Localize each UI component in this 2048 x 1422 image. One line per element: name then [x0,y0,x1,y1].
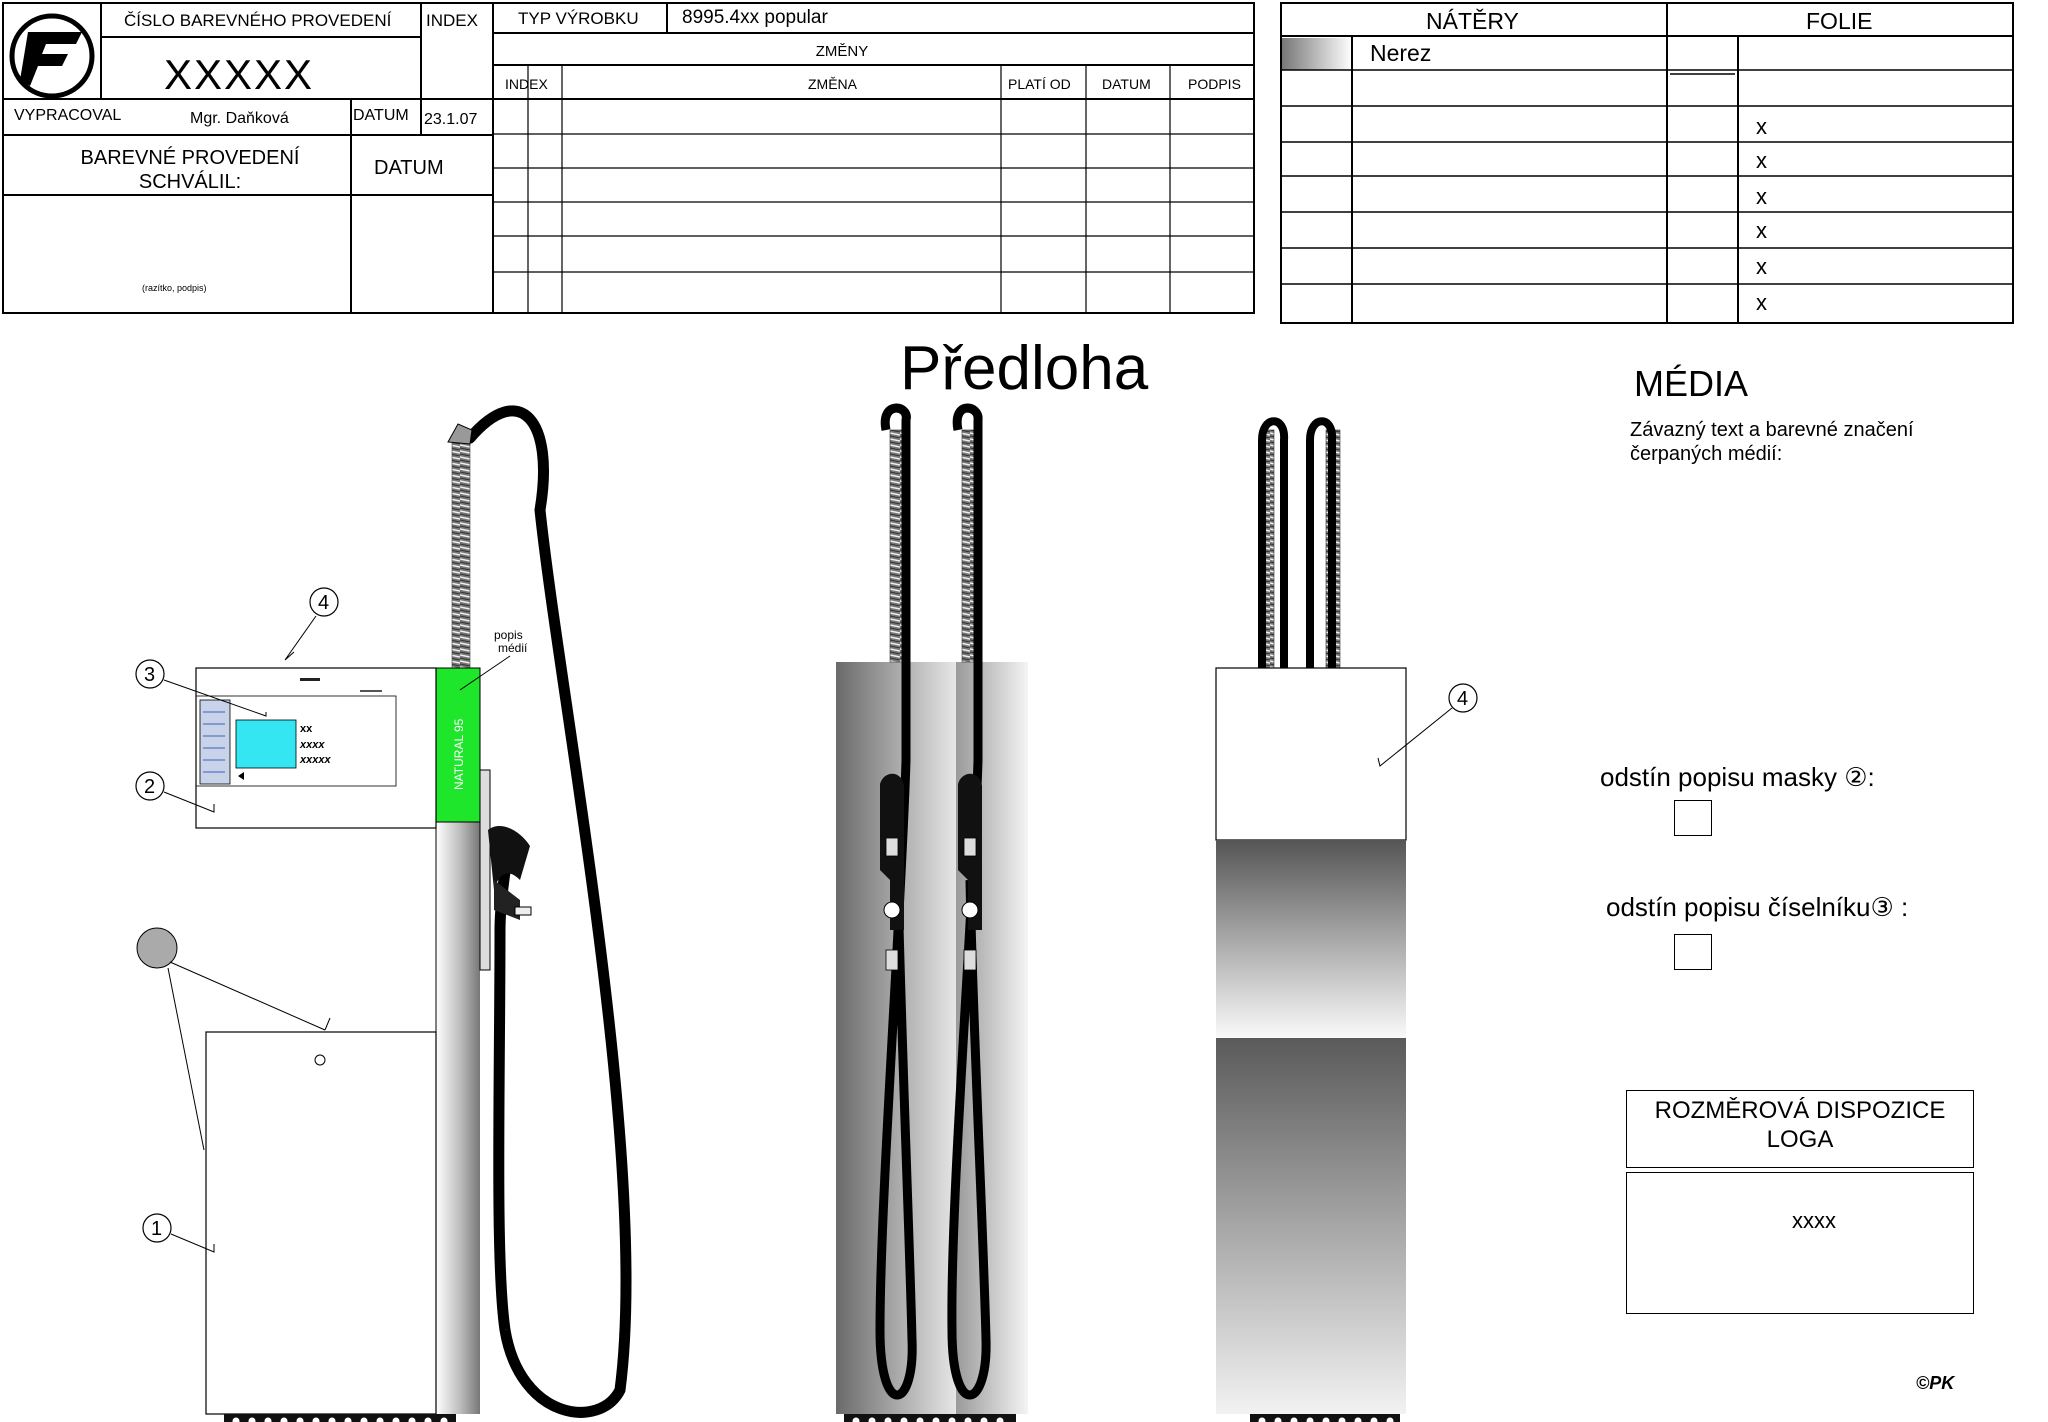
foil-row-6: x [1756,218,1767,243]
approved-label: BAREVNÉ PROVEDENÍ SCHVÁLIL: [80,147,300,193]
date-value: 23.1.07 [424,111,478,128]
date-label: DATUM [353,107,409,124]
mask-shade-label: odstín popisu masky ②: [1600,762,1875,792]
coatings-header: NÁTĚRY [1426,8,1519,34]
stamp-hint: (razítko, podpis) [142,283,207,293]
callout-1: 1 [151,1218,163,1240]
col-valid-from: PLATÍ OD [1008,76,1071,92]
foil-row-4: x [1756,148,1767,173]
color-number-label: ČÍSLO BAREVNÉHO PROVEDENÍ [124,11,392,30]
display-row-2: xxxx [300,739,325,751]
page-heading: Předloha [900,334,1149,403]
foil-row-3: x [1756,114,1767,139]
display-row-1: xx [300,723,313,735]
col-date: DATUM [1102,76,1151,92]
changes-grid [492,64,1255,314]
approved-date-label: DATUM [374,157,444,179]
logo-title: ROZMĚROVÁ DISPOZICE LOGA [1654,1097,1946,1153]
callout-3: 3 [144,664,156,686]
changes-title: ZMĚNY [815,43,869,60]
media-label-line2: médií [498,641,528,655]
media-label-line1: popis [494,628,523,642]
logo-value: xxxx [1792,1208,1836,1233]
dispenser-drawings [0,330,1560,1422]
index-label: INDEX [426,11,478,30]
foil-header: FOLIE [1806,8,1873,34]
coating-row-1: Nerez [1370,40,1432,66]
nozzle-media-text: NATURAL 95 [452,718,466,790]
product-type-value: 8995.4xx popular [682,7,828,28]
prepared-by-value: Mgr. Daňková [190,110,289,127]
copyright-mark: ©PK [1916,1373,1955,1393]
foil-row-5: x [1756,184,1767,209]
logo-area [1626,1172,1974,1314]
col-index: INDEX [505,76,548,92]
color-number-value: XXXXX [164,51,315,98]
dial-shade-swatch[interactable] [1674,934,1712,970]
col-signature: PODPIS [1188,76,1241,92]
company-logo-icon [6,10,98,102]
callout-4-left: 4 [318,592,330,614]
media-subtitle: Závazný text a barevné značení čerpaných médií: [1630,419,1914,465]
callout-2: 2 [144,776,156,798]
product-type-label: TYP VÝROBKU [518,9,639,28]
col-change: ZMĚNA [808,76,857,92]
prepared-by-label: VYPRACOVAL [14,107,122,124]
foil-row-7: x [1756,254,1767,279]
callout-4-right: 4 [1457,688,1469,710]
dial-shade-label: odstín popisu číselníku③ : [1606,892,1909,922]
mask-shade-swatch[interactable] [1674,800,1712,836]
foil-row-8: x [1756,290,1767,315]
media-title: MÉDIA [1634,363,1749,404]
display-row-3: xxxxx [300,754,331,766]
